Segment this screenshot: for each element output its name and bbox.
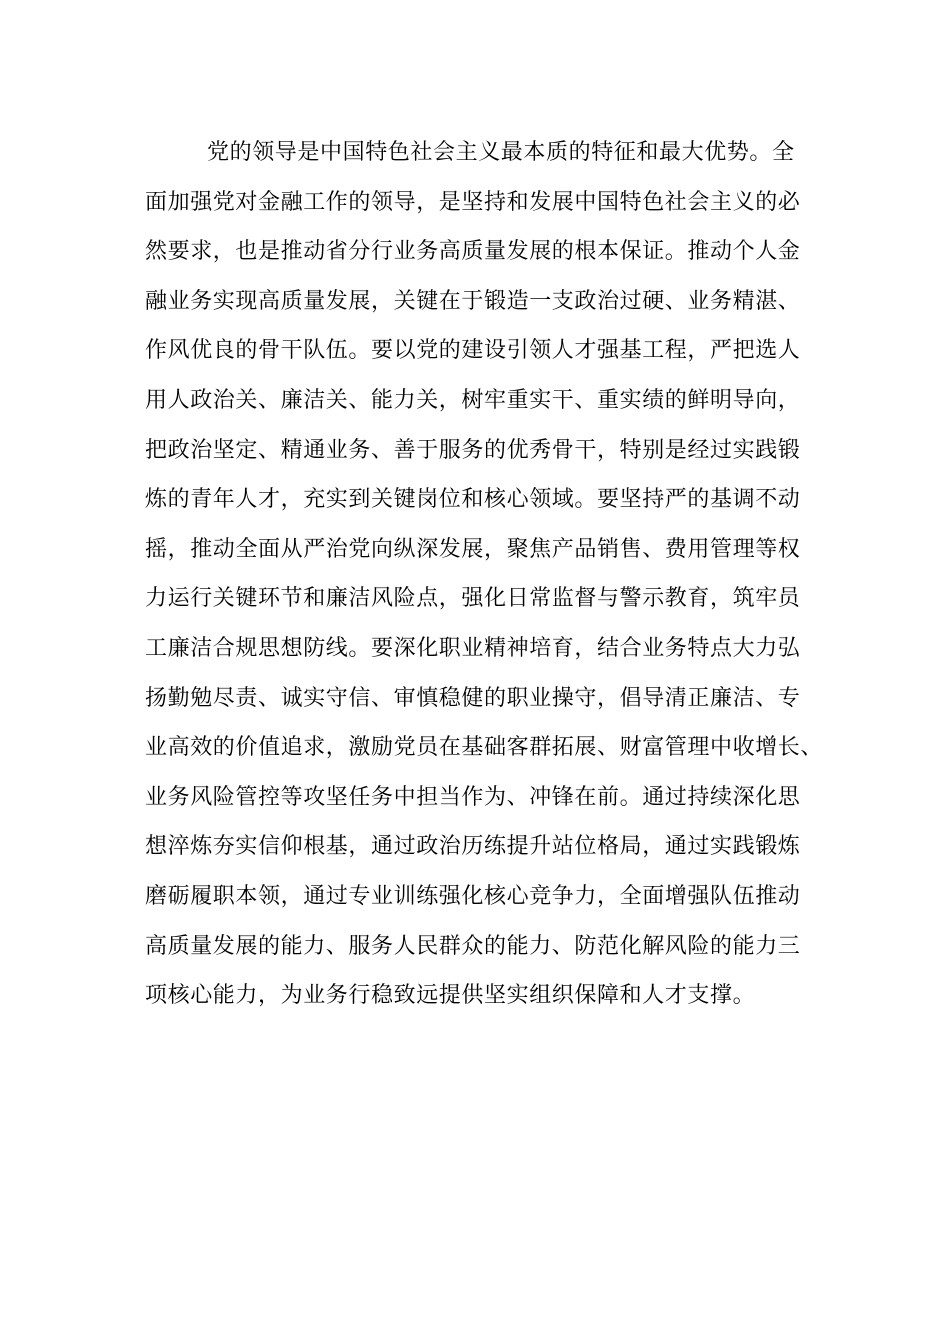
paragraph-line: 融业务实现高质量发展，关键在于锻造一支政治过硬、业务精湛、	[145, 288, 801, 314]
body-paragraph	[145, 128, 825, 1021]
paragraph-line: 面加强党对金融工作的领导，是坚持和发展中国特色社会主义的必	[145, 189, 801, 215]
paragraph-line: 然要求，也是推动省分行业务高质量发展的根本保证。推动个人金	[145, 239, 801, 265]
paragraph-line: 用人政治关、廉洁关、能力关，树牢重实干、重实绩的鲜明导向，	[145, 387, 801, 413]
paragraph-line: 业高效的价值追求，激励党员在基础客群拓展、财富管理中收增长、	[145, 735, 824, 761]
paragraph-line: 炼的青年人才，充实到关键岗位和核心领域。要坚持严的基调不动	[145, 487, 801, 513]
paragraph-line: 高质量发展的能力、服务人民群众的能力、防范化解风险的能力三	[145, 933, 801, 959]
paragraph-line: 想淬炼夯实信仰根基，通过政治历练提升站位格局，通过实践锻炼	[145, 834, 801, 860]
paragraph-line: 项核心能力，为业务行稳致远提供坚实组织保障和人才支撑。	[145, 983, 756, 1009]
paragraph-line: 把政治坚定、精通业务、善于服务的优秀骨干，特别是经过实践锻	[145, 437, 801, 463]
paragraph-line: 力运行关键环节和廉洁风险点，强化日常监督与警示教育，筑牢员	[145, 586, 801, 612]
paragraph-line: 磨砺履职本领，通过专业训练强化核心竞争力，全面增强队伍推动	[145, 883, 801, 909]
paragraph-line: 摇，推动全面从严治党向纵深发展，聚焦产品销售、费用管理等权	[145, 536, 801, 562]
paragraph-line: 扬勤勉尽责、诚实守信、审慎稳健的职业操守，倡导清正廉洁、专	[145, 685, 801, 711]
paragraph-line: 工廉洁合规思想防线。要深化职业精神培育，结合业务特点大力弘	[145, 635, 801, 661]
paragraph-line: 业务风险管控等攻坚任务中担当作为、冲锋在前。通过持续深化思	[145, 784, 801, 810]
paragraph-line: 作风优良的骨干队伍。要以党的建设引领人才强基工程，严把选人	[145, 338, 801, 364]
paragraph-line: 党的领导是中国特色社会主义最本质的特征和最大优势。全	[207, 140, 795, 165]
